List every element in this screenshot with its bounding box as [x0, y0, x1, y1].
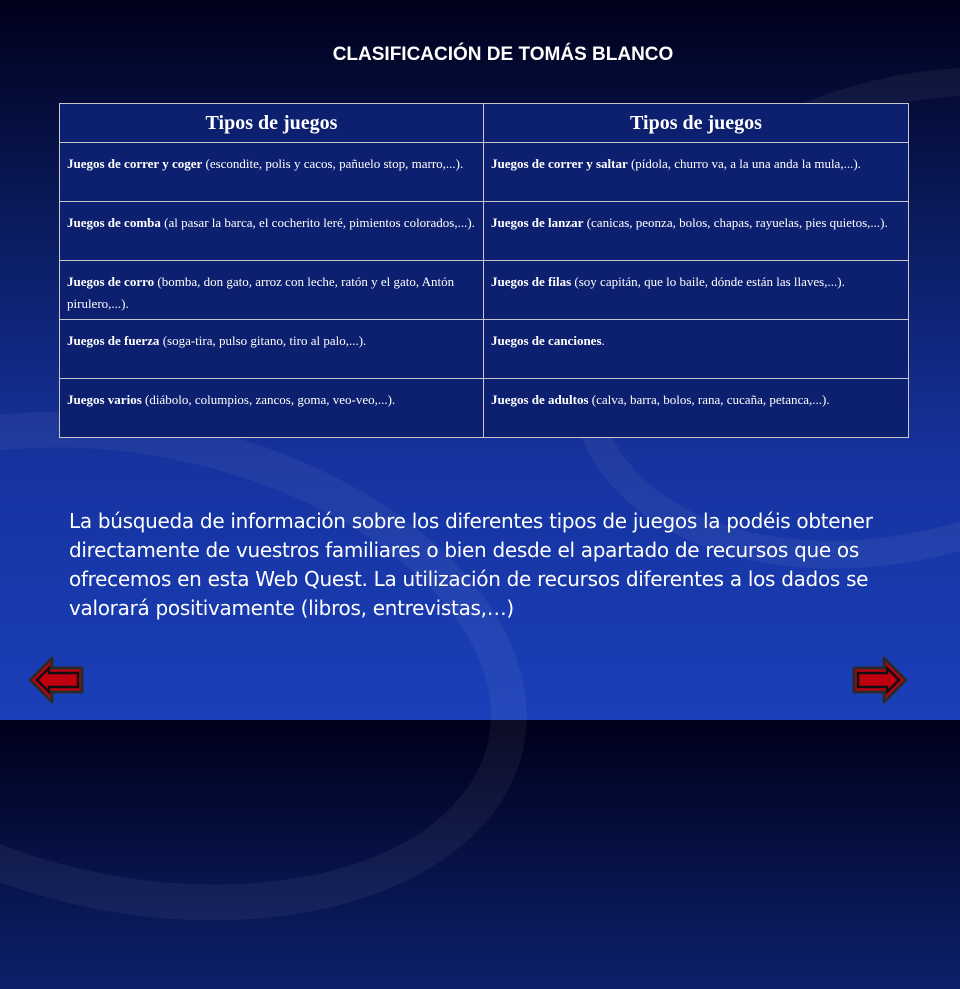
game-examples: (escondite, polis y cacos, pañuelo stop, marro,...). [202, 156, 464, 171]
game-examples: (pídola, churro va, a la una anda la mula,...). [627, 156, 861, 171]
arrow-left-icon [28, 656, 84, 704]
game-type: Juegos de comba [67, 215, 161, 230]
game-type: Juegos de correr y coger [67, 156, 203, 171]
next-slide-button[interactable] [852, 656, 908, 704]
game-examples: . [601, 333, 605, 348]
game-examples: (canicas, peonza, bolos, chapas, rayuelas, pies quietos,...). [583, 215, 888, 230]
background-swoosh [0, 343, 574, 989]
table-cell [484, 202, 909, 261]
game-type: Juegos de correr y saltar [491, 156, 628, 171]
table-cell [484, 143, 909, 202]
table-row [60, 261, 909, 320]
game-examples: (soy capitán, que lo baile, dónde están las llaves,...). [571, 274, 845, 289]
game-type: Juegos de adultos [491, 392, 589, 407]
game-type: Juegos de filas [491, 274, 572, 289]
game-type: Juegos de lanzar [491, 215, 584, 230]
table-cell [484, 320, 909, 379]
table-cell [60, 143, 484, 202]
game-examples: (calva, barra, bolos, rana, cucaña, petanca,...). [588, 392, 830, 407]
column-header: Tipos de juegos [60, 104, 484, 143]
table-cell [60, 202, 484, 261]
game-examples: (al pasar la barca, el cocherito leré, pimientos colorados,...). [160, 215, 475, 230]
column-header: Tipos de juegos [484, 104, 909, 143]
arrow-right-icon [852, 656, 908, 704]
table-header-row [60, 104, 909, 143]
games-table [59, 103, 909, 438]
game-examples: (soga-tira, pulso gitano, tiro al palo,...). [159, 333, 367, 348]
table-row [60, 202, 909, 261]
instructions-paragraph: La búsqueda de información sobre los diferentes tipos de juegos la podéis obtener directamente de vuestros familiares o bien desde el apartado de recursos que os ofrecemos en esta Web Quest. La utilización de recursos diferentes a los dados se valorará positivamente (libros, entrevistas,…) [69, 509, 873, 620]
game-examples: (bomba, don gato, arroz con leche, ratón y el gato, Antón pirulero,...). [67, 274, 455, 311]
game-type: Juegos de corro [67, 274, 155, 289]
table-row [60, 320, 909, 379]
table-row [60, 379, 909, 438]
slide-title: CLASIFICACIÓN DE TOMÁS BLANCO [332, 44, 674, 65]
table-cell [484, 379, 909, 438]
game-type: Juegos de fuerza [67, 333, 160, 348]
table-cell [60, 261, 484, 320]
table-row [60, 143, 909, 202]
table-cell [484, 261, 909, 320]
table-cell [60, 379, 484, 438]
game-type: Juegos de canciones [491, 333, 602, 348]
table-cell [60, 320, 484, 379]
previous-slide-button[interactable] [28, 656, 84, 704]
game-type: Juegos varios [67, 392, 142, 407]
game-examples: (diábolo, columpios, zancos, goma, veo-veo,...). [141, 392, 396, 407]
